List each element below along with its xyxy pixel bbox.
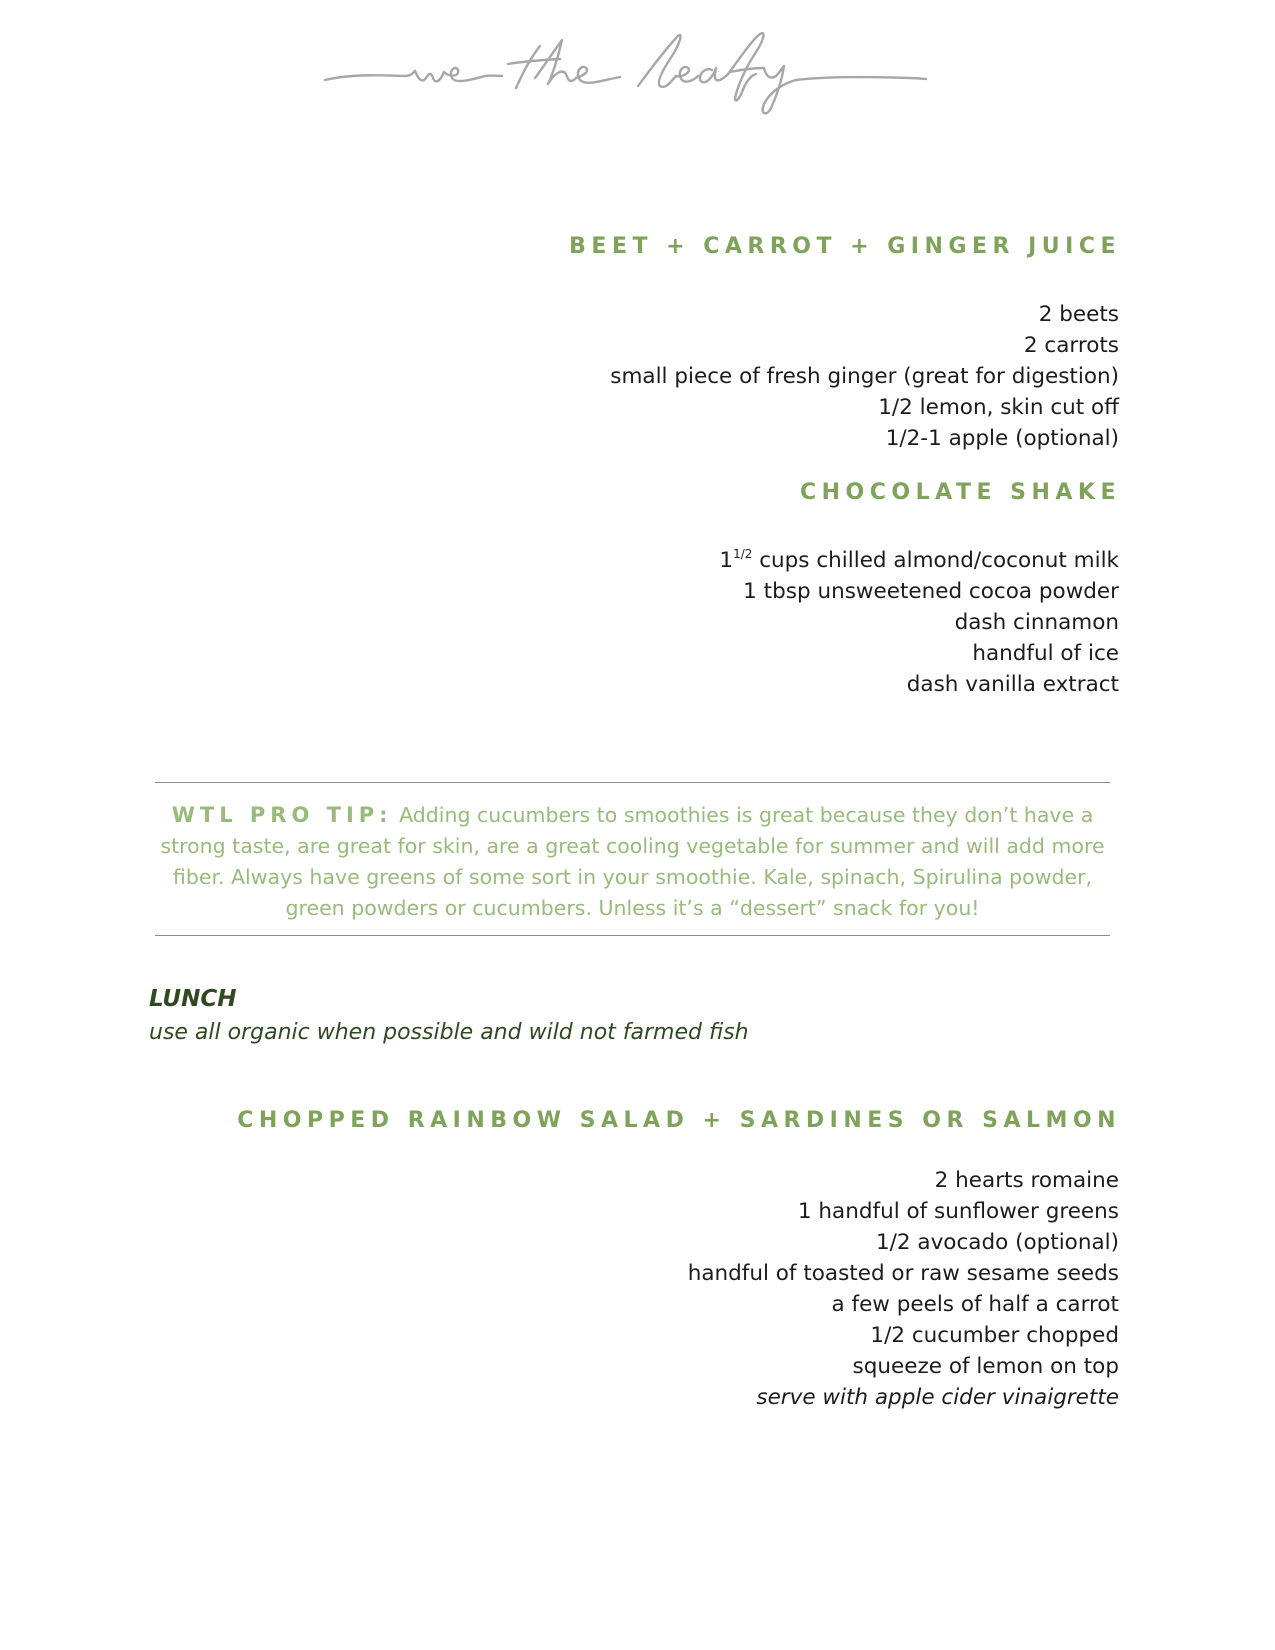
ingredient-serving-note: serve with apple cider vinaigrette: [756, 1385, 1119, 1410]
we-the-leafy-logo: [320, 18, 960, 118]
lunch-heading: LUNCH: [149, 986, 237, 1012]
recipe-title-chopped-rainbow-salad: CHOPPED RAINBOW SALAD + SARDINES OR SALMON: [237, 1108, 1121, 1133]
ingredient-list-shake: [719, 545, 1119, 700]
ingredient: small piece of fresh ginger (great for digestion): [610, 364, 1119, 389]
ingredient: 1 tbsp unsweetened cocoa powder: [743, 579, 1119, 604]
recipe-title-beet-carrot-ginger-juice: BEET + CARROT + GINGER JUICE: [569, 234, 1121, 259]
pro-tip-text: Adding cucumbers to smoothies is great because they don’t have a strong taste, are great for skin, are a great cooling vegetable for summer and will add more fiber. Always have greens of some sort in your smoothie. Kale, spinach, Spirulina powder, green powders or cucumbers. Unless it’s a “dessert” snack for you!: [160, 803, 1105, 920]
ingredient-list-juice: [610, 299, 1119, 454]
ingredient-list-salad: [688, 1165, 1119, 1413]
ingredient: 1/2 cucumber chopped: [870, 1323, 1119, 1348]
ingredient: 2 beets: [1038, 302, 1119, 327]
ingredient: dash cinnamon: [954, 610, 1119, 635]
ingredient: 1/2 lemon, skin cut off: [878, 395, 1119, 420]
ingredient: 2 carrots: [1023, 333, 1119, 358]
ingredient-fraction: 1/2: [733, 547, 753, 561]
pro-tip-label: WTL PRO TIP:: [171, 803, 393, 827]
ingredient-whole: 1: [719, 548, 734, 573]
divider-top: [155, 782, 1110, 783]
ingredient: dash vanilla extract: [906, 672, 1119, 697]
lunch-note: use all organic when possible and wild not farmed fish: [149, 1020, 749, 1045]
ingredient-rest: cups chilled almond/coconut milk: [752, 548, 1119, 573]
ingredient: [719, 545, 1119, 576]
ingredient: handful of ice: [972, 641, 1119, 666]
ingredient: 1/2-1 apple (optional): [885, 426, 1119, 451]
recipe-title-chocolate-shake: CHOCOLATE SHAKE: [800, 480, 1121, 505]
ingredient: 1/2 avocado (optional): [875, 1230, 1119, 1255]
divider-bottom: [155, 935, 1110, 936]
ingredient: squeeze of lemon on top: [852, 1354, 1119, 1379]
ingredient: handful of toasted or raw sesame seeds: [687, 1261, 1119, 1286]
pro-tip: [150, 800, 1115, 924]
ingredient: 1 handful of sunflower greens: [797, 1199, 1119, 1224]
ingredient: a few peels of half a carrot: [831, 1292, 1119, 1317]
ingredient: 2 hearts romaine: [934, 1168, 1119, 1193]
